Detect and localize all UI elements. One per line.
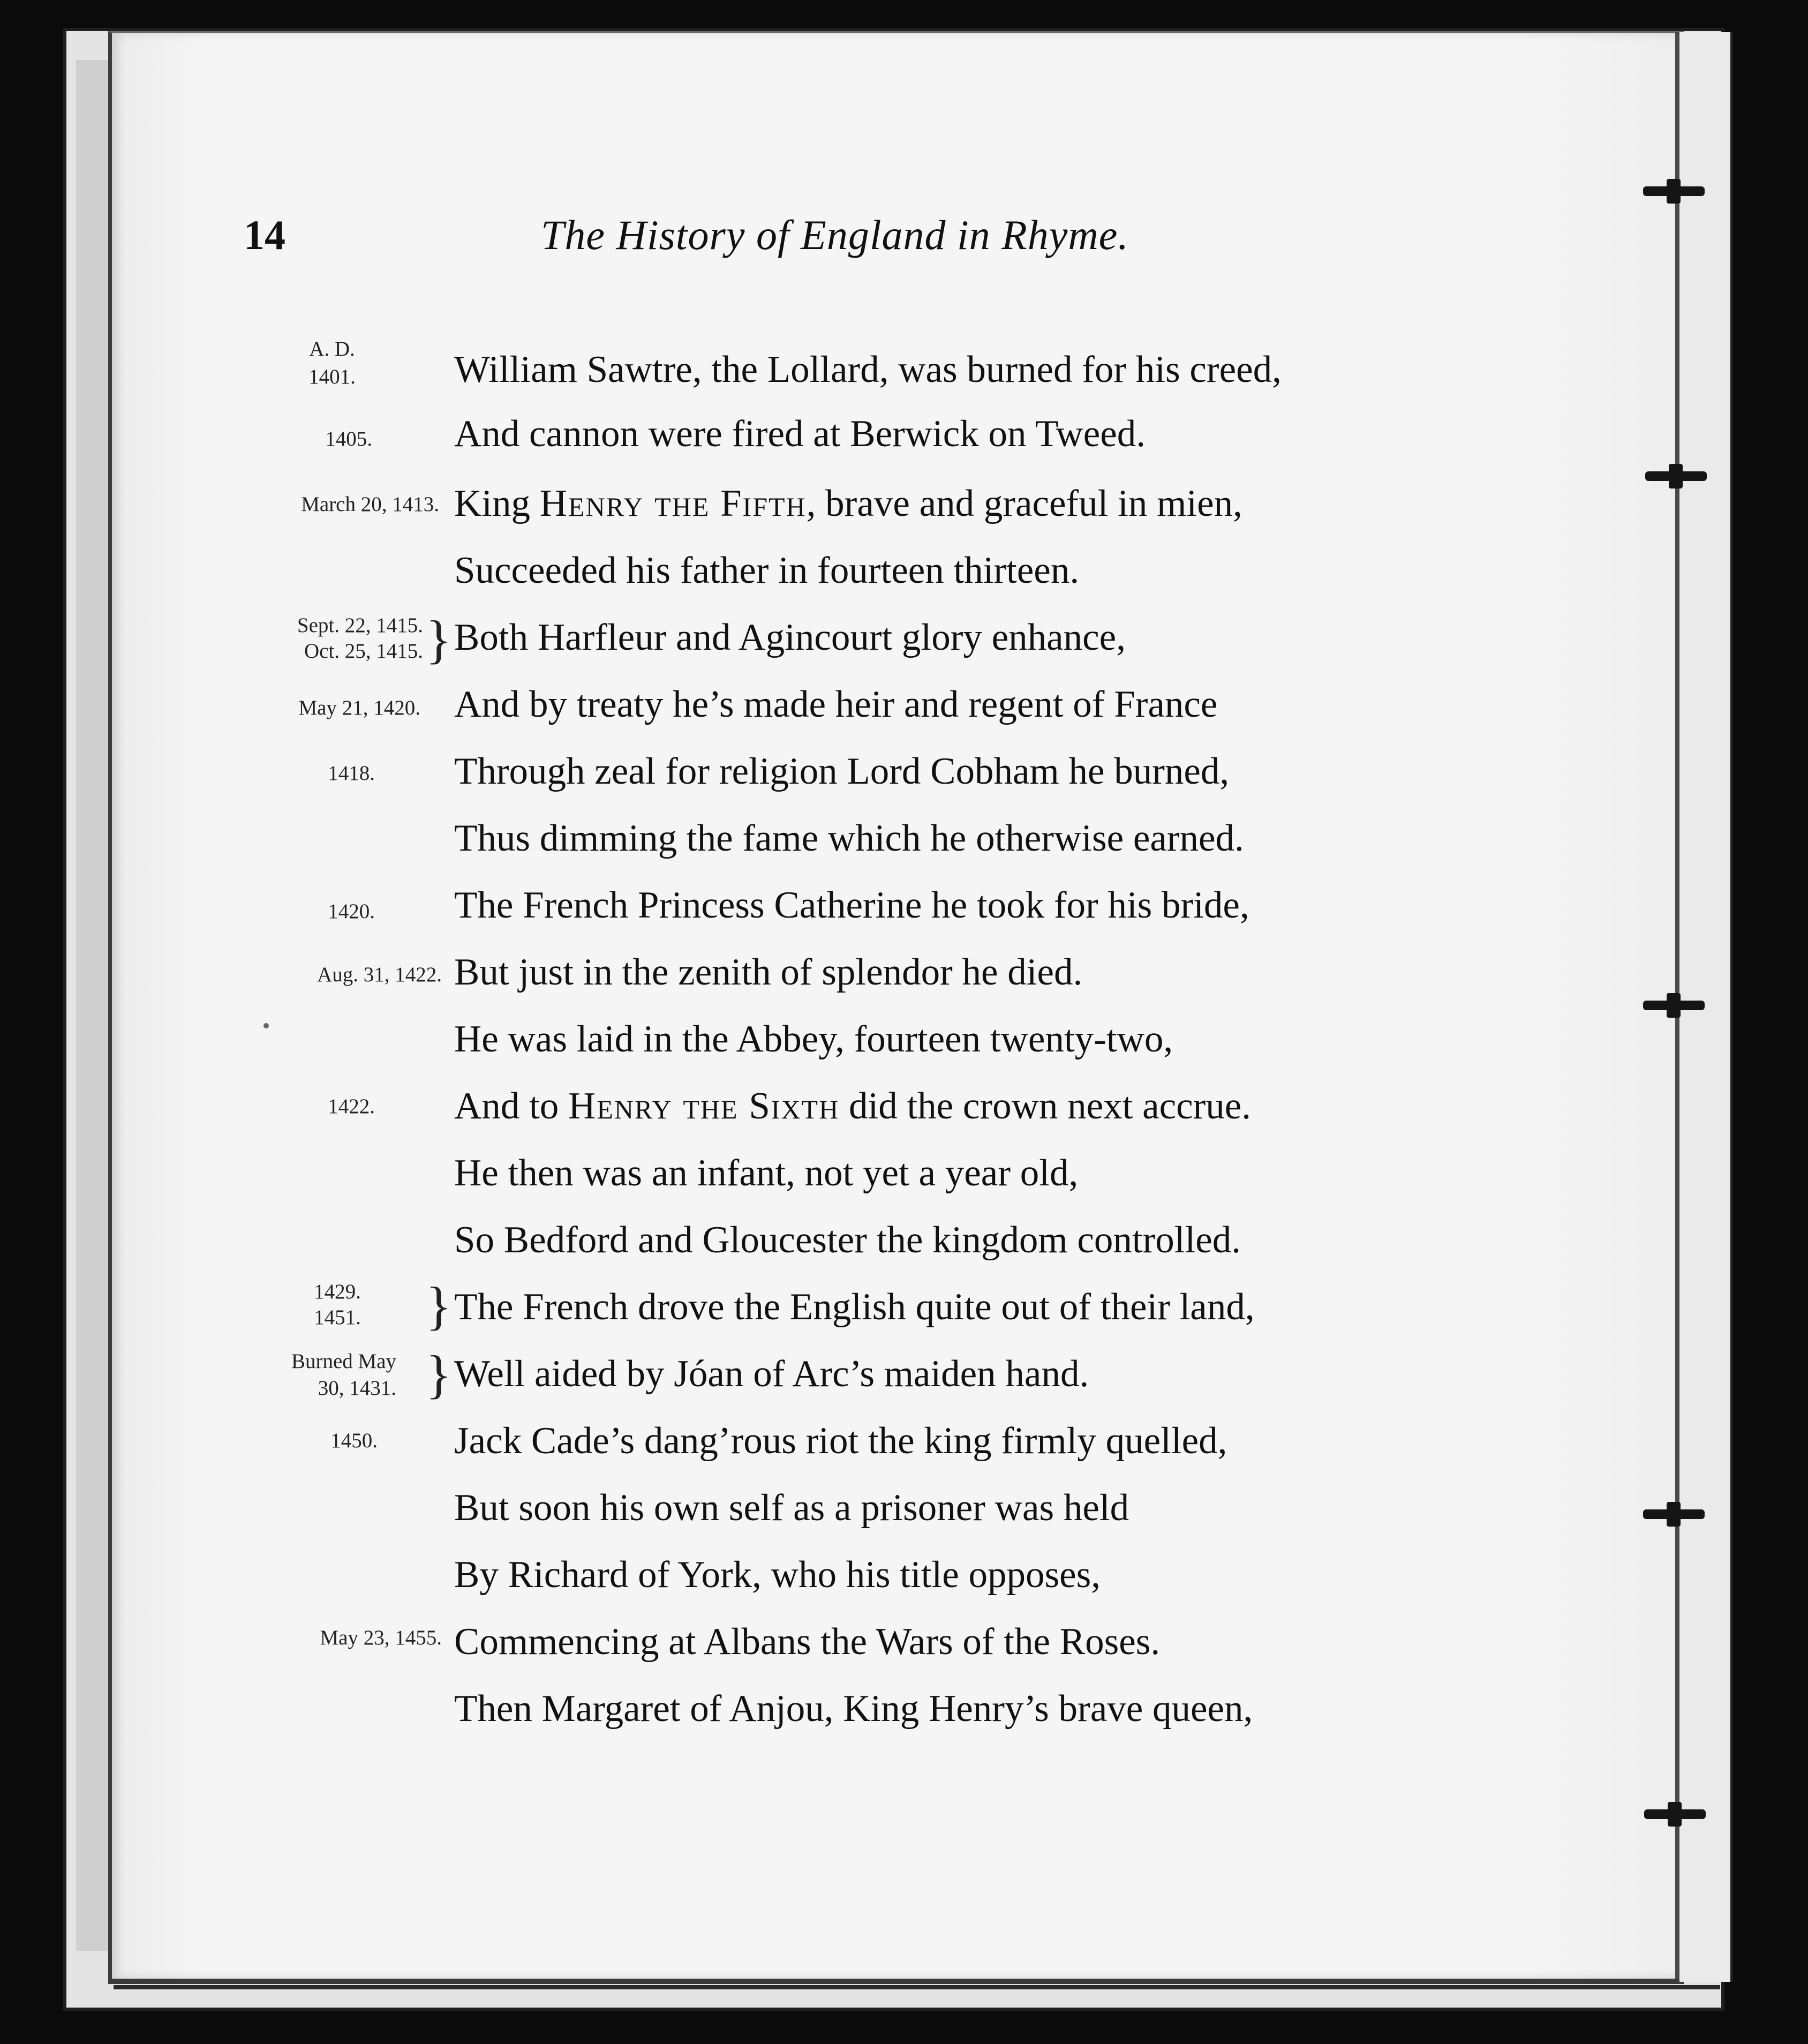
page-bottom-edge [114, 1985, 1720, 1989]
verse-line: But soon his own self as a prisoner was held [454, 1487, 1129, 1529]
margin-date: 1451. [314, 1306, 361, 1329]
verse-line: He then was an infant, not yet a year old, [454, 1152, 1079, 1194]
staple-icon [1645, 471, 1707, 481]
verse-line: Jack Cade’s dang’rous riot the king firmly quelled, [454, 1420, 1227, 1462]
margin-date: Sept. 22, 1415. [297, 614, 423, 637]
staple-icon [1643, 1001, 1705, 1010]
margin-date: 1405. [325, 427, 372, 450]
verse-line: Commencing at Albans the Wars of the Roses. [454, 1621, 1161, 1663]
verse-text: did the crown next accrue. [839, 1085, 1252, 1127]
verse-line [454, 1077, 1552, 1136]
margin-date: 1420. [328, 900, 375, 923]
staple-icon [1643, 1509, 1705, 1519]
verse-line: The French Princess Catherine he took for his bride, [454, 884, 1249, 926]
staple-icon [1644, 1809, 1706, 1819]
page-number: 14 [244, 212, 285, 258]
margin-date: 1418. [328, 762, 375, 785]
margin-date: 1450. [330, 1429, 378, 1452]
verse-line: He was laid in the Abbey, fourteen twenty-two, [454, 1018, 1173, 1060]
verse-line: The French drove the English quite out of their land, [454, 1286, 1255, 1328]
margin-date: May 23, 1455. [320, 1626, 442, 1649]
king-name: Henry the Fifth [539, 483, 807, 524]
verse-line: William Sawtre, the Lollard, was burned for his creed, [454, 349, 1282, 390]
margin-bracket: } [426, 610, 451, 669]
staple-icon [1643, 186, 1705, 196]
ink-speck [263, 1023, 269, 1028]
margin-date: May 21, 1420. [298, 696, 420, 719]
margin-date: March 20, 1413. [301, 493, 439, 516]
verse-line: And by treaty he’s made heir and regent of France [454, 683, 1218, 725]
verse-line: By Richard of York, who his title opposes, [454, 1554, 1101, 1596]
verse-line: And cannon were fired at Berwick on Tweed. [454, 413, 1146, 455]
verse-line: Succeeded his father in fourteen thirteen. [454, 550, 1080, 591]
verse-line: So Bedford and Gloucester the kingdom controlled. [454, 1219, 1241, 1261]
verse-text: And to [454, 1085, 568, 1127]
margin-date: 1429. [314, 1280, 361, 1303]
running-title: The History of England in Rhyme. [541, 212, 1129, 258]
verse-line [454, 474, 1552, 533]
margin-date: Aug. 31, 1422. [317, 963, 442, 986]
verse-text: King [454, 483, 540, 524]
margin-date-ad-label: A. D. [309, 337, 355, 360]
verse-line: Through zeal for religion Lord Cobham he burned, [454, 750, 1230, 792]
margin-date: 1401. [308, 365, 356, 388]
verse-line: Both Harfleur and Agincourt glory enhance, [454, 617, 1126, 658]
margin-date: 30, 1431. [318, 1377, 396, 1400]
verse-text: , brave and graceful in mien, [806, 483, 1242, 524]
margin-date: Oct. 25, 1415. [304, 640, 423, 663]
verse-line: But just in the zenith of splendor he died. [454, 951, 1083, 993]
verse-line: Thus dimming the fame which he otherwise earned. [454, 817, 1244, 859]
margin-date: 1422. [328, 1095, 375, 1118]
margin-bracket: } [426, 1344, 451, 1404]
margin-date: Burned May [291, 1350, 396, 1373]
verse-line: Then Margaret of Anjou, King Henry’s brave queen, [454, 1688, 1253, 1730]
king-name: Henry the Sixth [568, 1085, 840, 1127]
verse-line: Well aided by Jóan of Arc’s maiden hand. [454, 1353, 1089, 1395]
margin-bracket: } [426, 1276, 451, 1335]
